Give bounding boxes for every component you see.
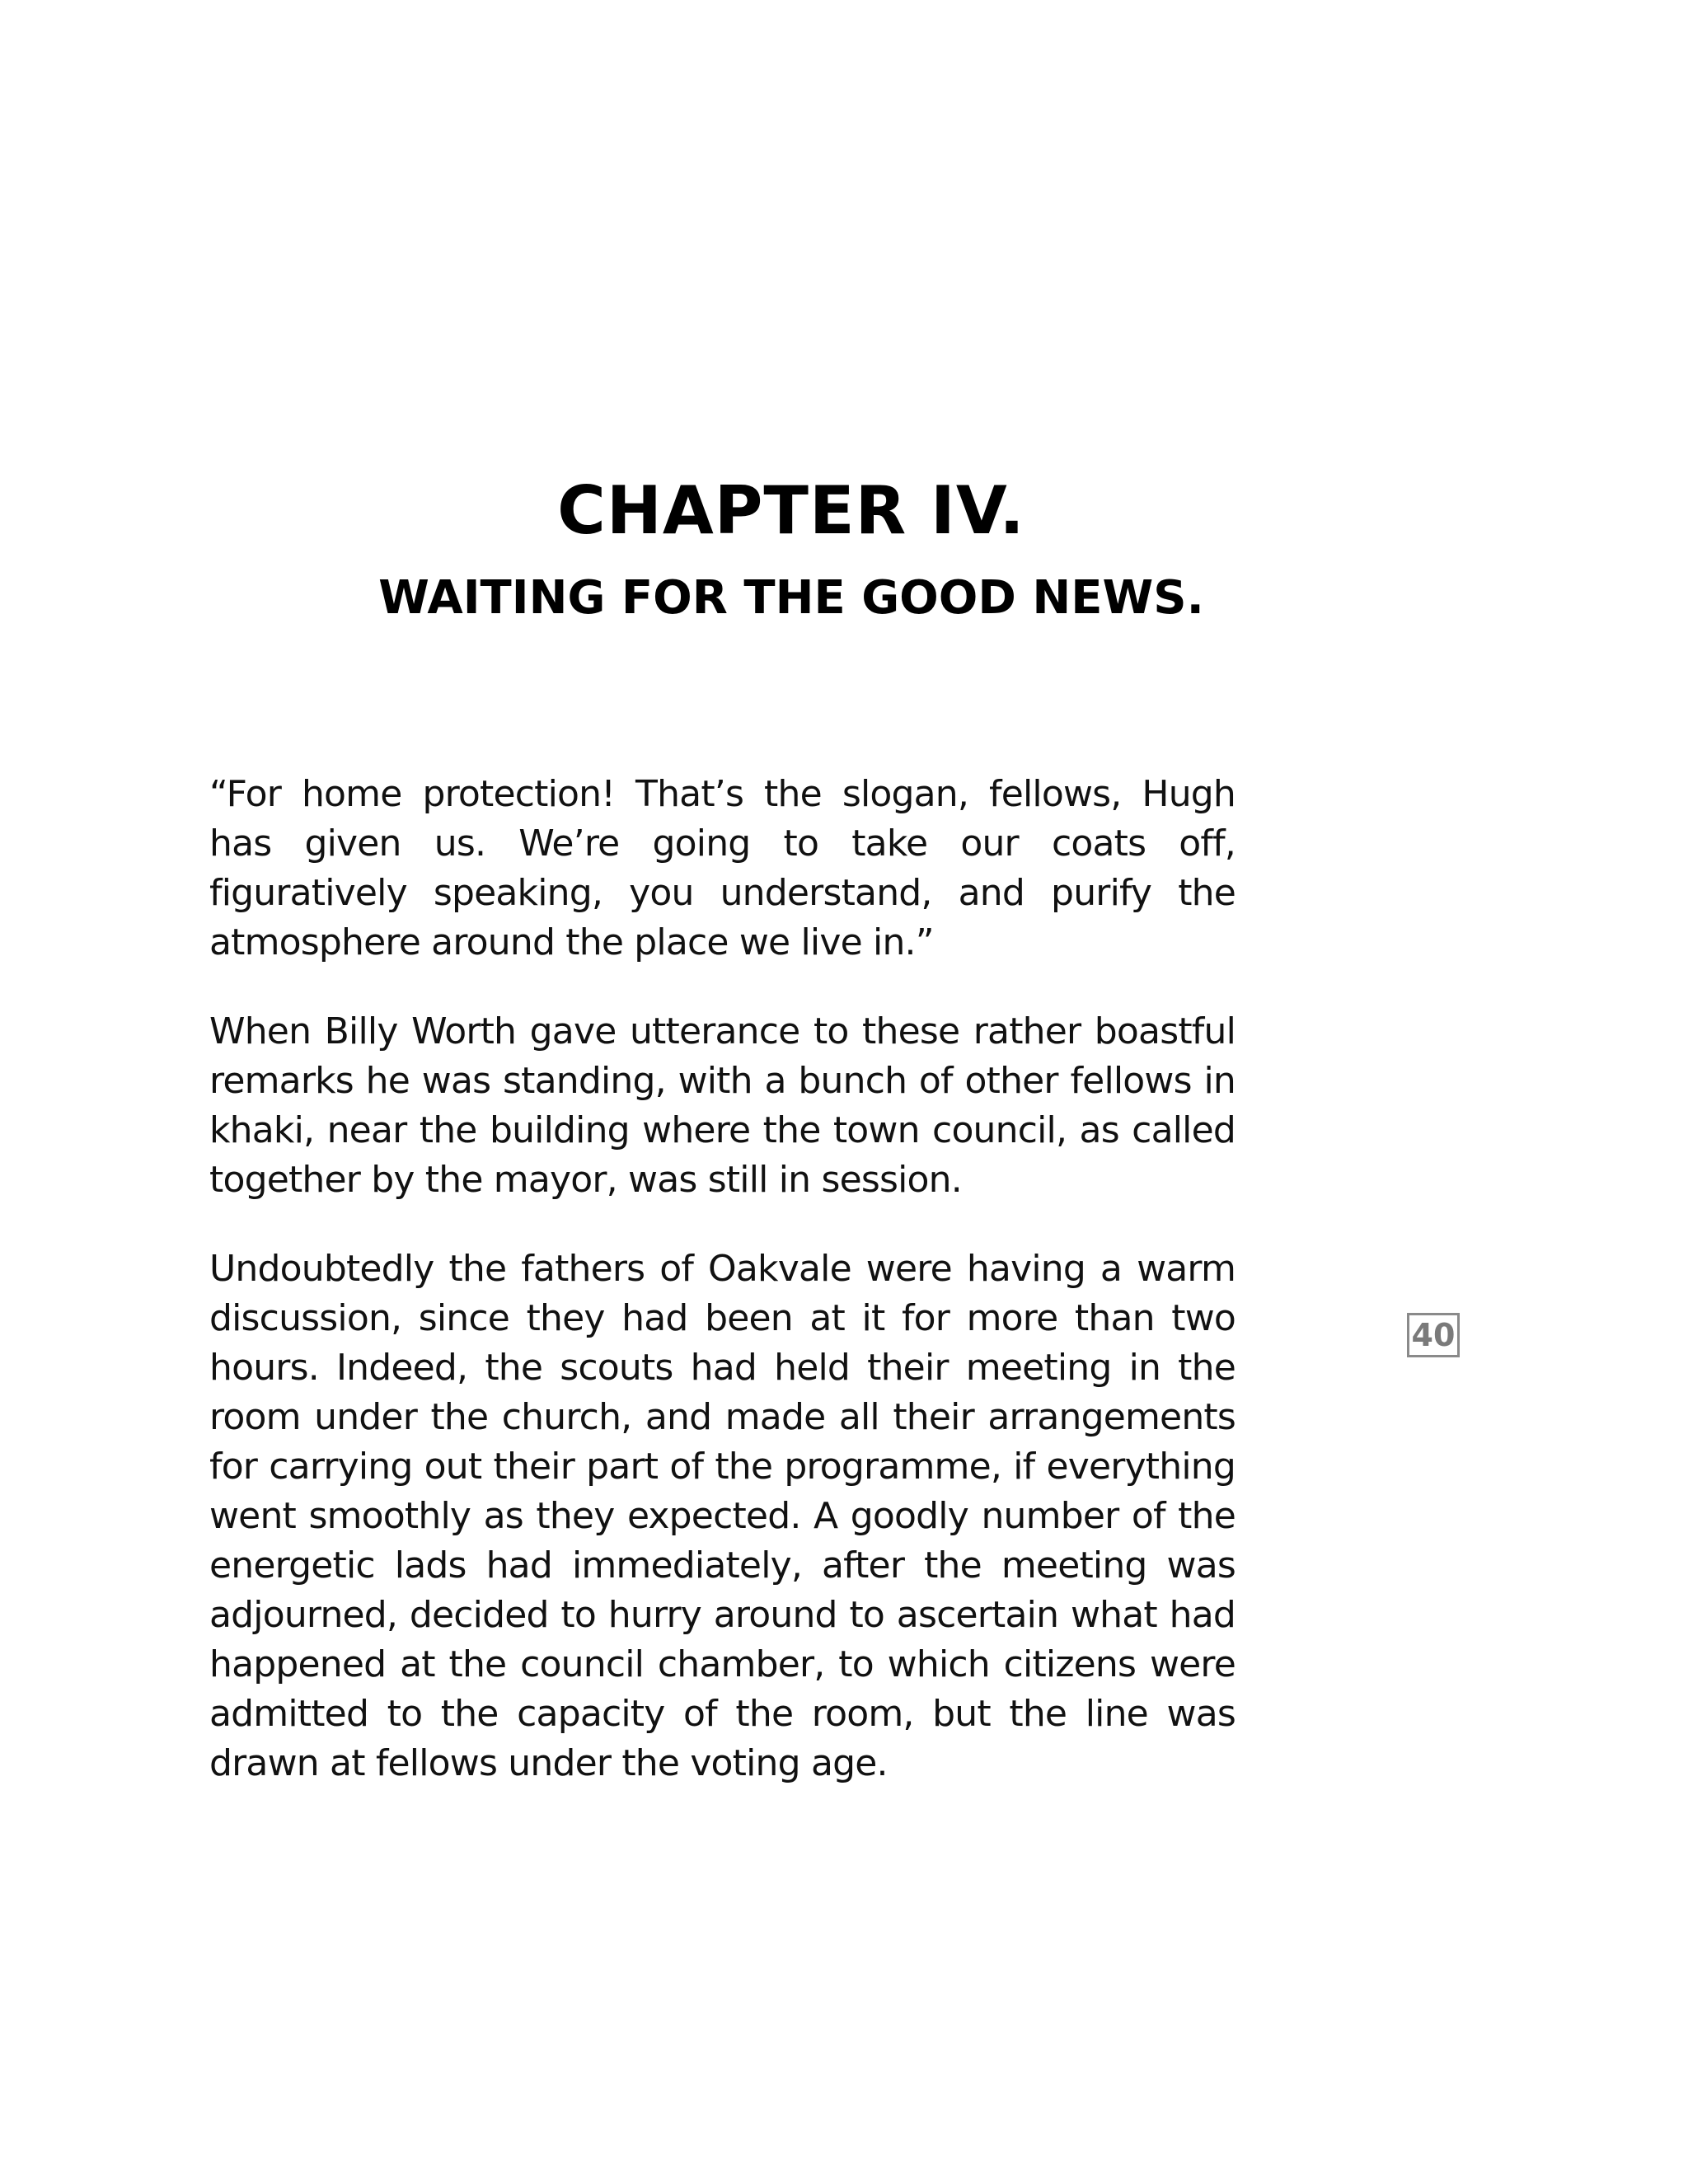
paragraph-3: Undoubtedly the fathers of Oakvale were having a warm discussion, since they had been at it for more than two hours. Indeed, the scouts had held their meeting in the room under the church, and made all their arrangements for carrying out their part of the programme, if everything went smoothly as they expected. A goodly number of the energetic lads had immediately, after the meeting was adjourned, decided to hurry around to ascertain what had happened at the council chamber, to which citizens were admitted to the capacity of the room, but the line was drawn at fellows under the voting age.: [209, 1248, 1236, 1784]
page-number: 40: [1407, 1313, 1460, 1357]
chapter-subtitle: WAITING FOR THE GOOD NEWS.: [378, 571, 1204, 625]
chapter-body: [209, 770, 1236, 1828]
paragraph-1: “For home protection! That’s the slogan, fellows, Hugh has given us. We’re going to take our coats off, figuratively speaking, you understand, and purify the atmosphere around the place we live in.”: [209, 773, 1236, 963]
paragraph-2: When Billy Worth gave utterance to these rather boastful remarks he was standing, with a bunch of other fellows in khaki, near the building where the town council, as called together by the mayor, was still in session.: [209, 1010, 1236, 1201]
chapter-title: CHAPTER IV.: [557, 472, 1025, 549]
